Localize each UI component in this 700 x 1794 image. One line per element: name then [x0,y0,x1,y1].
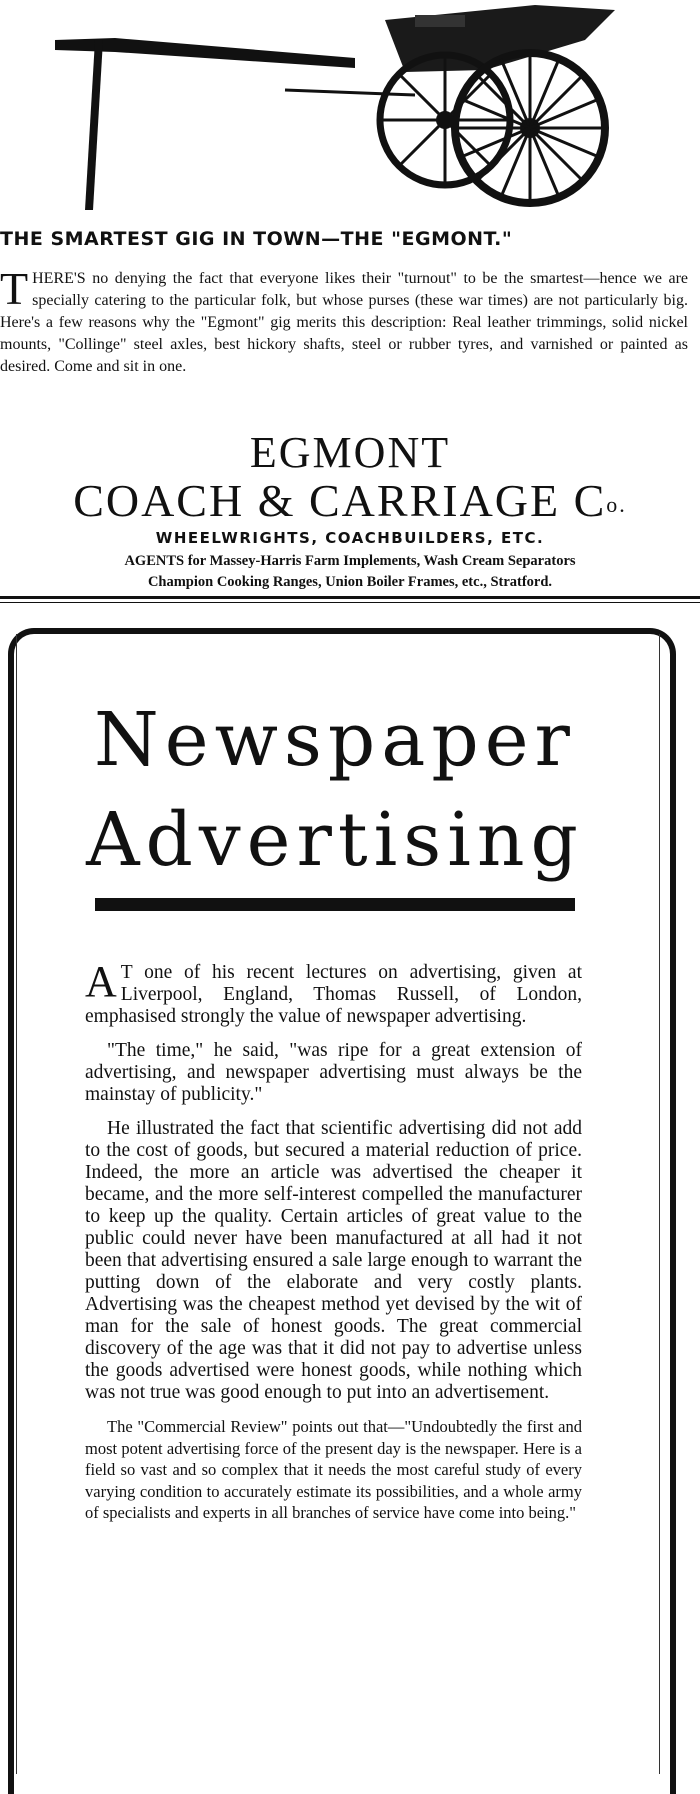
article-dropcap: A [85,957,117,1006]
title-underline-bar [95,898,575,911]
article-paragraph-1 [85,957,582,1028]
agents-line2: Champion Cooking Ranges, Union Boiler Frames, etc., Stratford. [147,574,553,590]
company-suffix: o. [606,492,627,517]
article-paragraph-1-text: T one of his recent lectures on advertising, given at Liverpool, England, Thomas Russell, of London, emphasised strongly the value of newspaper advertising. [85,962,582,1027]
article-body [85,957,582,1536]
article-paragraph-4: The "Commercial Review" points out that—"Undoubtedly the first and most potent advertising force of the present day is the newspaper. Here is a field so vast and so complex that it needs the most careful study of every varying condition to accurately estimate its possibilities, and a whole army of specialists and experts in all branches of service have come into being." [85,1417,582,1522]
gig-body-text: HERE'S no denying the fact that everyone likes their "turnout" to be the smartest—hence we are specially catering to the particular folk, but whose purses (these war times) are not particularly big. Here's a few reasons why the "Egmont" gig merits this description: Real leather trimmings, solid nickel mounts, "Collinge" steel axles, best hickory shafts, steel or rubber tyres, and varnished or painted as desired. Come and sit in one. [0,270,688,375]
ad-title-line2: Advertising [86,797,584,883]
article-paragraph-3: He illustrated the fact that scientific advertising did not add to the cost of goods, but secured a material reduction of price. Indeed, the more an article was advertised the cheaper it became, and the more self-interest compelled the manufacturer to keep up the quality. Certain articles of great value to the public could never have been manufactured at all had it not been that advertising ensured a sale large enough to warrant the putting down of the elaborate and very costly plants. Advertising was the cheapest method yet devised by the wit of man for the sale of honest goods. The great commercial discovery of the age was that it did not pay to advertise unless the goods advertised were honest goods, while nothing which was not true was good enough to put into an advertisement. [85,1118,582,1403]
agents-line1: AGENTS for Massey-Harris Farm Implements, Wash Cream Separators [124,553,576,569]
divider-rule-thick [0,596,700,599]
company-name-line2 [0,476,700,526]
horse-gig-illustration [55,0,615,225]
divider-rule-thin [0,602,700,603]
gig-description [0,263,688,378]
article-paragraph-2: "The time," he said, "was ripe for a great extension of advertising, and newspaper advertising must always be the mainstay of publicity." [85,1040,582,1105]
company-name-text: COACH & CARRIAGE C [73,475,607,526]
gig-dropcap: T [0,263,29,314]
company-trades: WHEELWRIGHTS, COACHBUILDERS, ETC. [155,529,545,547]
gig-headline: THE SMARTEST GIG IN TOWN—THE "EGMONT." [0,228,513,250]
company-name-line1: EGMONT [249,428,451,477]
ad-title-line1: Newspaper [94,697,576,783]
